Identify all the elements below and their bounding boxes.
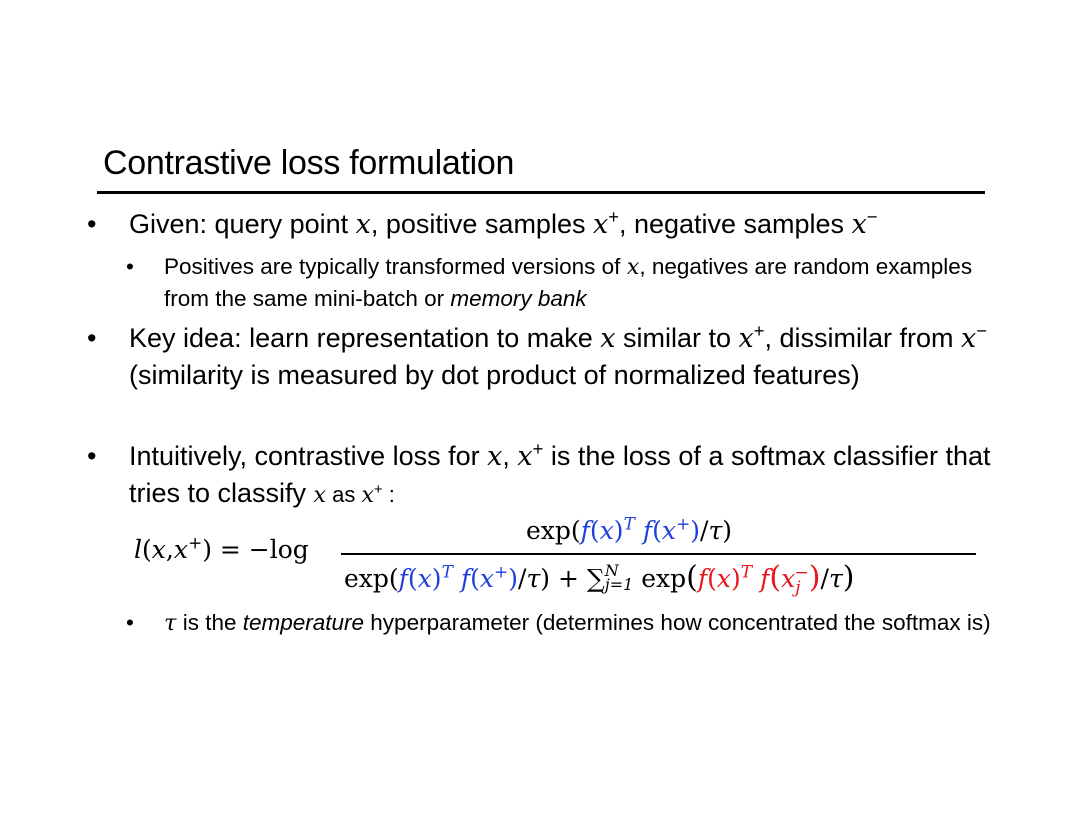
math-transpose: T [740, 562, 753, 583]
math-x: x [361, 483, 374, 508]
math-superscript: + [608, 205, 619, 227]
math-superscript: − [794, 562, 809, 583]
math-x: x [851, 209, 867, 240]
bullet-text: is the [176, 610, 243, 635]
contrastive-loss-formula [134, 516, 976, 604]
math-sum: ∑ [586, 564, 605, 593]
bullet-key-idea [129, 320, 1009, 394]
italic-text: memory bank [450, 286, 587, 311]
math-transpose: T [441, 562, 453, 583]
math-tau: τ [828, 564, 843, 593]
math-x: x [173, 535, 188, 564]
math-f: f [697, 564, 708, 593]
math-space [453, 564, 461, 593]
math-paren: ( [707, 564, 717, 593]
math-exp: exp [633, 564, 687, 593]
math-paren: ) [808, 560, 821, 595]
bullet-text: , positive samples [370, 209, 593, 239]
math-superscript: + [373, 480, 383, 498]
math-x: x [517, 441, 533, 472]
math-paren: ( [686, 560, 698, 595]
bullet-intuition [129, 438, 1009, 514]
math-paren: ( [407, 564, 418, 593]
math-superscript: + [532, 437, 544, 459]
math-paren: ) [508, 564, 519, 593]
math-paren: ( [589, 516, 600, 545]
sum-upper-limit: N [604, 561, 619, 581]
math-space [752, 564, 760, 593]
math-paren: ) [722, 516, 733, 545]
formula-lhs [134, 535, 309, 564]
math-exp: exp( [526, 516, 581, 545]
math-x: x [313, 483, 326, 508]
math-exp: exp( [344, 564, 399, 593]
bullet-text: , negatives are random examples from the same mini-batch or [164, 254, 973, 311]
math-x: x [417, 564, 432, 593]
sum-limits [604, 561, 634, 595]
math-paren: ) [690, 516, 701, 545]
bullet-text: as [325, 482, 362, 507]
math-f: f [580, 516, 590, 545]
math-x: x [479, 564, 494, 593]
math-tau: τ [708, 516, 723, 545]
math-paren: ) [842, 560, 855, 595]
math-superscript: − [976, 319, 987, 341]
positive-term [399, 564, 518, 593]
math-tau: τ [164, 610, 177, 636]
title-underline [97, 191, 985, 194]
bullet-text: : [382, 482, 395, 507]
math-x: x [599, 516, 614, 545]
bullet-text: hyperparameter (determines how concentrated the softmax is) [364, 610, 991, 635]
bullet-text: , [502, 441, 518, 471]
formula-denominator [344, 560, 855, 598]
bullet-text: similar to [615, 323, 739, 353]
math-slash: / [700, 516, 709, 545]
sum-lower-limit: j=1 [604, 575, 634, 595]
negative-term [697, 560, 821, 598]
bullet-text: , dissimilar from [764, 323, 962, 353]
math-x: x [781, 564, 796, 593]
math-neg-log: ) = −log [202, 535, 309, 564]
math-paren: ) [431, 564, 442, 593]
math-x: x [151, 535, 166, 564]
math-x: x [626, 254, 640, 280]
math-transpose: T [623, 514, 635, 535]
positive-term [581, 516, 700, 545]
math-l: l [134, 535, 142, 564]
bullet-text: Given: query point [129, 209, 356, 239]
math-x: x [487, 441, 503, 472]
subbullet-positives [164, 251, 1004, 314]
math-x: x [661, 516, 676, 545]
math-superscript: + [494, 562, 509, 583]
math-tau: τ [526, 564, 541, 593]
math-x: x [961, 323, 977, 354]
slide-title: Contrastive loss formulation [103, 144, 515, 182]
math-paren: ) [613, 516, 624, 545]
math-slash: / [820, 564, 829, 593]
math-subscript: j [795, 577, 801, 598]
math-paren: ( [769, 560, 782, 595]
math-superscript: + [753, 319, 765, 341]
math-f: f [642, 516, 653, 545]
math-superscript: + [187, 533, 203, 554]
math-paren: ) [731, 564, 741, 593]
bullet-text: (similarity is measured by dot product of normalized features) [129, 360, 860, 390]
math-x: x [716, 564, 732, 593]
math-slash: / [518, 564, 527, 593]
bullet-text: , negative samples [618, 209, 852, 239]
bullet-text: Positives are typically transformed versions of [164, 254, 627, 279]
math-x: x [592, 209, 609, 240]
math-f: f [760, 564, 770, 593]
subbullet-temperature [164, 607, 1004, 639]
math-superscript: − [866, 205, 878, 227]
bullet-text: is the loss of a softmax classifier that tries to classify [129, 441, 991, 508]
math-paren: ( [142, 535, 152, 564]
math-paren: ( [470, 564, 480, 593]
formula-numerator [526, 516, 732, 545]
math-paren: ( [652, 516, 662, 545]
math-x: x [355, 209, 371, 240]
math-comma: , [165, 535, 174, 564]
fraction-line [341, 553, 976, 555]
bullet-given [129, 206, 1009, 243]
math-space [635, 516, 643, 545]
math-x: x [600, 323, 616, 354]
math-f: f [460, 564, 471, 593]
bullet-text: Intuitively, contrastive loss for [129, 441, 488, 471]
math-superscript: + [676, 514, 691, 535]
math-plus: ) + [540, 564, 587, 593]
italic-text: temperature [242, 610, 365, 635]
math-f: f [398, 564, 408, 593]
bullet-text: Key idea: learn representation to make [129, 323, 601, 353]
math-x: x [738, 323, 754, 354]
